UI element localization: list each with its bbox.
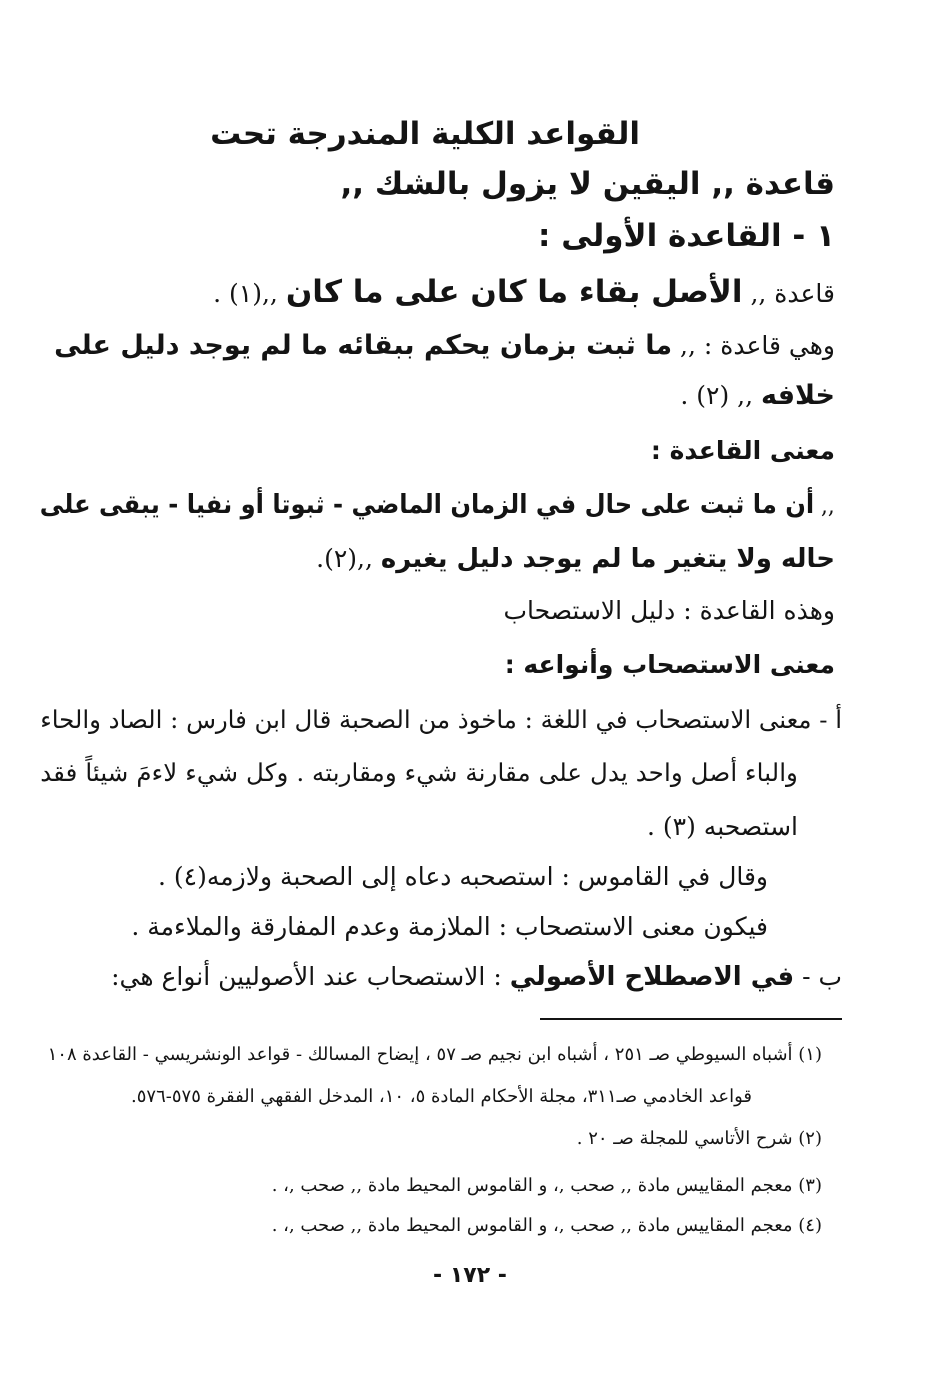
rule-subtitle: قاعدة ,, اليقين لا يزول بالشك ,, (340, 166, 835, 202)
first-rule-statement (213, 274, 835, 311)
b-rest: : الاستصحاب عند الأصوليين أنواع هي: (111, 962, 502, 991)
meaning-text-2: حاله ولا يتغير ما لم يوجد دليل يغيره (380, 544, 835, 574)
istishab-a-line-2: والباء أصل واحد يدل على مقارنة شيء ومقاربته . وكل شيء لاءمَ شيئاً فقد (40, 758, 798, 787)
istishab-a-line-3: استصحبه (٣) . (647, 812, 798, 841)
chapter-title: القواعد الكلية المندرجة تحت (210, 116, 640, 152)
evidence-line: وهذه القاعدة : دليل الاستصحاب (503, 596, 835, 625)
footnote-4: (٤) معجم المقاييس مادة ,, صحب ,، و القاموس المحيط مادة ,, صحب ,، . (271, 1215, 822, 1236)
meaning-line-2 (316, 544, 835, 575)
b-term: في الاصطلاح الأصولي (509, 962, 795, 992)
first-rule-label: ١ - القاعدة الأولى : (538, 218, 835, 254)
rule-suffix: ,,(١) . (213, 279, 278, 308)
alt-rule-line-1 (54, 330, 835, 362)
footnote-1-line-2: قواعد الخادمي صـ٣١١، مجلة الأحكام المادة ٥، ١٠، المدخل الفقهي الفقرة ٥٧٥-٥٧٦. (131, 1086, 752, 1107)
b-prefix: ب - (802, 962, 842, 991)
rule-prefix: قاعدة ,, (750, 279, 835, 308)
alt-rule-text-1: ما ثبت بزمان يحكم ببقائه ما لم يوجد دليل على (54, 330, 673, 361)
istishab-a-line-1: أ - معنى الاستصحاب في اللغة : ماخوذ من الصحبة قال ابن فارس : الصاد والحاء (40, 705, 842, 734)
footnote-3: (٣) معجم المقاييس مادة ,, صحب ,، و القاموس المحيط مادة ,, صحب ,، . (271, 1175, 822, 1196)
page-number: - ١٧٢ - (433, 1263, 507, 1288)
meaning-label: معنى القاعدة : (650, 436, 835, 465)
footnote-divider (540, 1018, 842, 1020)
alt-rule-suffix: ,, (٢) . (680, 381, 754, 410)
meaning-close: ,,(٢). (316, 544, 373, 573)
rule-text: الأصل بقاء ما كان على ما كان (285, 274, 743, 310)
alt-rule-prefix: وهي قاعدة : ,, (680, 331, 835, 360)
istishab-label: معنى الاستصحاب وأنواعه : (504, 650, 835, 679)
meaning-line-1 (40, 490, 835, 521)
footnote-2: (٢) شرح الأتاسي للمجلة صـ ٢٠ . (576, 1128, 822, 1149)
footnote-1-line-1: (١) أشباه السيوطي صـ ٢٥١ ، أشباه ابن نجيم صـ ٥٧ ، إيضاح المسالك - قواعد الونشريسي - القاعدة ١٠٨ (47, 1044, 822, 1065)
alt-rule-text-2: خلافه (760, 380, 835, 411)
alt-rule-line-2 (680, 380, 835, 412)
istishab-b-line (111, 962, 842, 993)
meaning-open: ,, (821, 492, 835, 519)
consequence-line: فيكون معنى الاستصحاب : الملازمة وعدم المفارقة والملاءمة . (131, 912, 768, 941)
meaning-text-1: أن ما ثبت على حال في الزمان الماضي - ثبوتا أو نفيا - يبقى على (40, 490, 815, 520)
qamus-line: وقال في القاموس : استصحبه دعاه إلى الصحبة ولازمه(٤) . (158, 862, 768, 891)
